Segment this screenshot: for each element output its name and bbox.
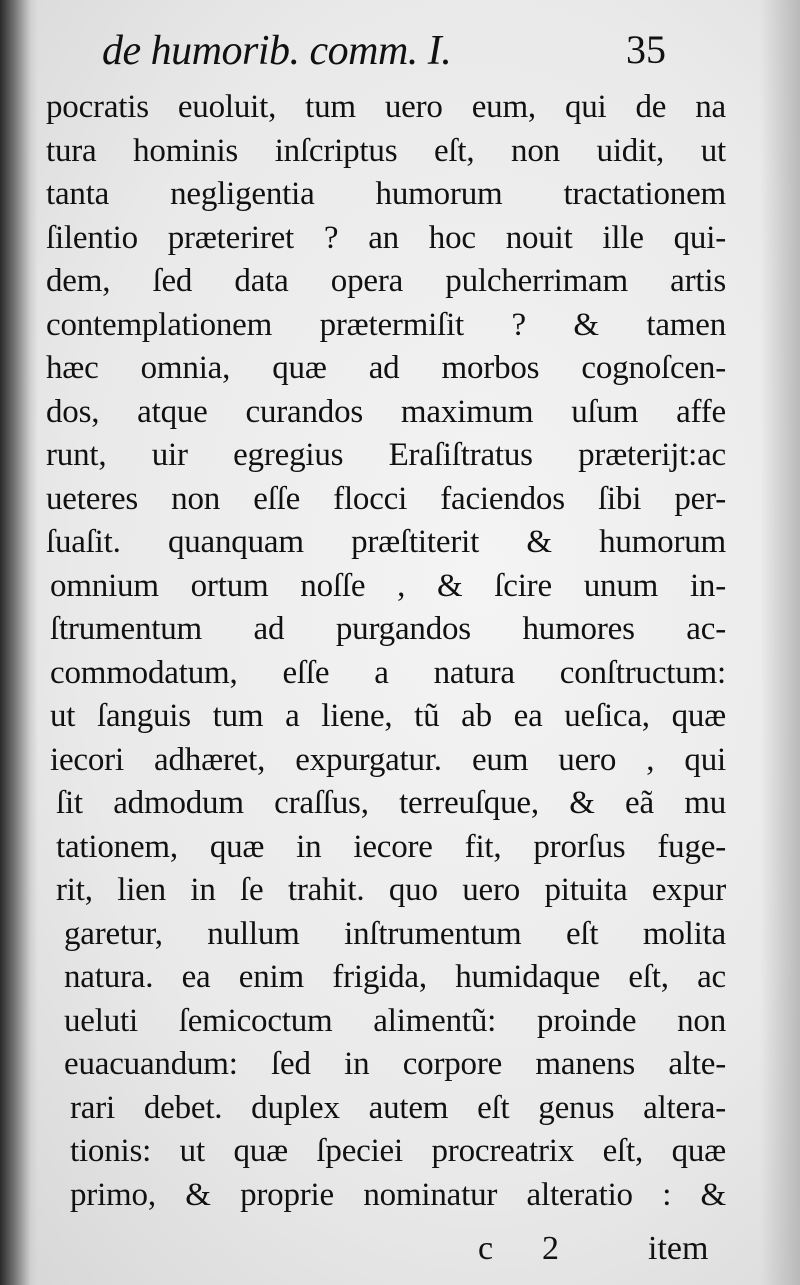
running-title: de humorib. comm. I. <box>102 28 452 74</box>
page-number: 35 <box>626 27 666 72</box>
text-line: primo, & proprie nominatur alteratio : & <box>70 1176 726 1213</box>
text-line: rit, lien in ſe trahit. quo uero pituita expur <box>56 872 726 908</box>
text-line: dem, ſed data opera pulcherrimam artis <box>46 263 726 299</box>
text-line: natura. ea enim frigida, humidaque eſt, ac <box>64 959 726 995</box>
text-line: ueteres non eſſe flocci faciendos ſibi per- <box>46 480 726 517</box>
text-line: omnium ortum noſſe , & ſcire unum in- <box>50 567 726 604</box>
text-line: tura hominis inſcriptus eſt, non uidit, ut <box>46 132 726 169</box>
edge-shadow <box>760 0 800 1285</box>
body-text <box>46 86 726 1217</box>
binding-shadow <box>0 0 38 1285</box>
text-line: tationem, quæ in iecore fit, prorſus fuge- <box>56 828 726 865</box>
text-line: dos, atque curandos maximum uſum affe <box>46 393 726 430</box>
text-line: pocratis euoluit, tum uero eum, qui de na <box>46 89 726 125</box>
catchword: item <box>648 1230 709 1267</box>
text-line: ueluti ſemicoctum alimentũ: proinde non <box>64 1002 726 1039</box>
text-line: hæc omnia, quæ ad morbos cognoſcen- <box>46 350 726 386</box>
text-line: ſilentio præteriret ? an hoc nouit ille qui- <box>46 219 726 256</box>
text-line: contemplationem prætermiſit ? & tamen <box>46 306 726 343</box>
signature-mark: c <box>478 1230 494 1267</box>
text-line: runt, uir egregius Eraſiſtratus præterijt:ac <box>46 437 726 473</box>
text-line: rari debet. duplex autem eſt genus altera- <box>70 1089 726 1126</box>
text-line: tionis: ut quæ ſpeciei procreatrix eſt, quæ <box>70 1133 726 1169</box>
text-line: commodatum, eſſe a natura conſtructum: <box>50 654 726 691</box>
signature-number: 2 <box>542 1230 559 1267</box>
text-line: tanta negligentia humorum tractationem <box>46 176 726 212</box>
text-line: iecori adhæret, expurgatur. eum uero , qui <box>50 741 726 778</box>
text-line: ſit admodum craſſus, terreuſque, & eã mu <box>56 785 726 821</box>
text-line: ſuaſit. quanquam præſtiterit & humorum <box>46 524 726 560</box>
text-line: euacuandum: ſed in corpore manens alte- <box>64 1046 726 1082</box>
text-line: garetur, nullum inſtrumentum eſt molita <box>64 915 726 952</box>
text-line: ut ſanguis tum a liene, tũ ab ea ueſica, quæ <box>50 698 726 734</box>
text-line: ſtrumentum ad purgandos humores ac- <box>50 611 726 647</box>
